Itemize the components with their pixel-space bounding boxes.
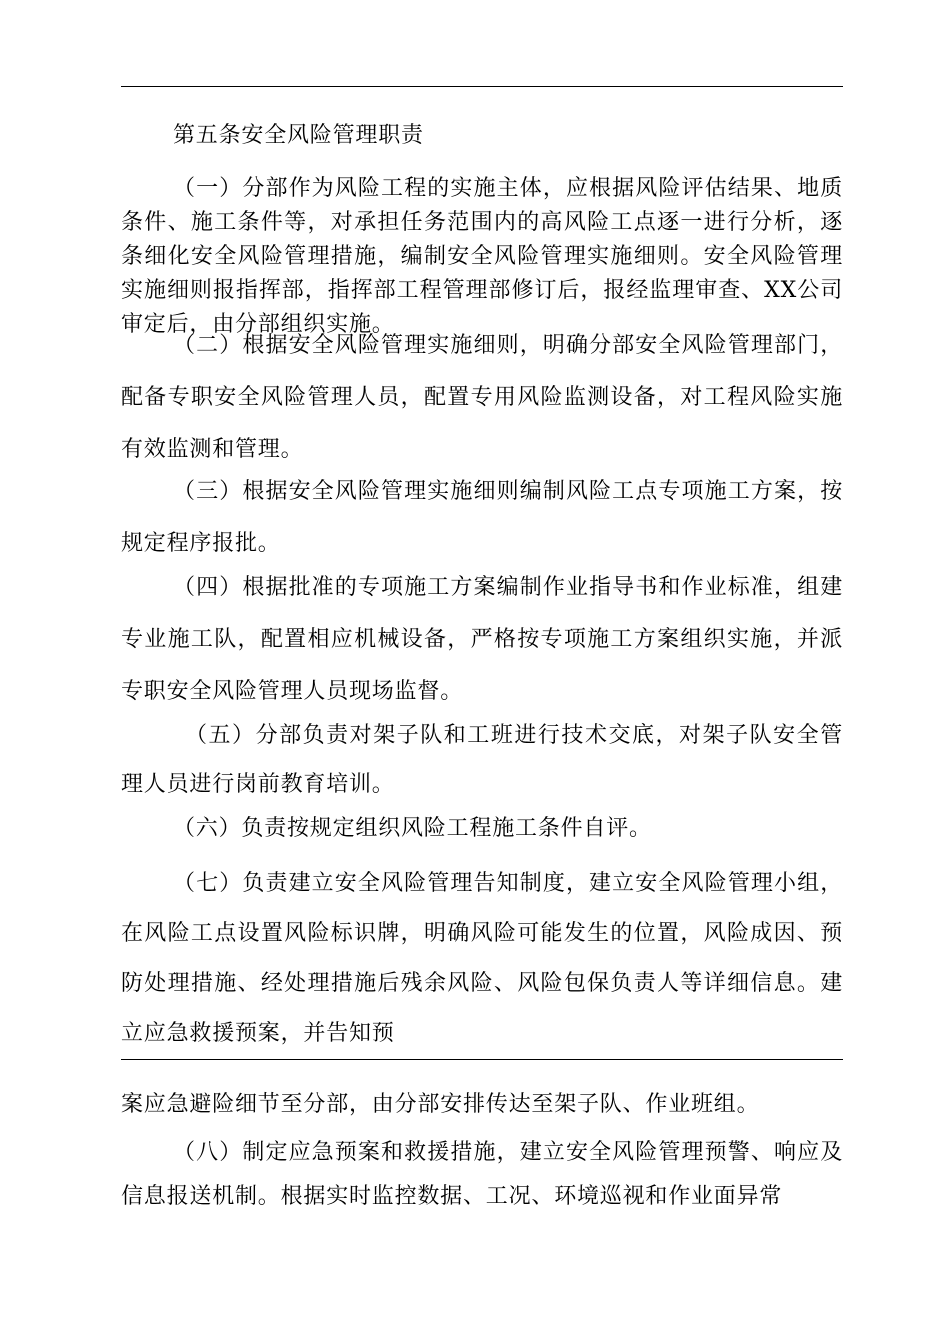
paragraph-2: （二）根据安全风险管理实施细则，明确分部安全风险管理部门，配备专职安全风险管理人员，配置专用风险监测设备，对工程风险实施有效监测和管理。 — [121, 333, 843, 462]
paragraph-3: （三）根据安全风险管理实施细则编制风险工点专项施工方案，按规定程序报批。 — [121, 479, 843, 556]
paragraph-7-continued: 案应急避险细节至分部，由分部安排传达至架子队、作业班组。 — [121, 1092, 760, 1117]
page-break-rule — [121, 1059, 843, 1060]
paragraph-1: （一）分部作为风险工程的实施主体，应根据风险评估结果、地质条件、施工条件等，对承担任务范围内的高风险工点逐一进行分析，逐条细化安全风险管理措施，编制安全风险管理实施细则。安全风险管理实施细则报指挥部，指挥部工程管理部修订后，报经监理审查、XX公司审定后，由分部组织实施。 — [121, 176, 843, 337]
paragraph-5: （五）分部负责对架子队和工班进行技术交底，对架子队安全管理人员进行岗前教育培训。 — [121, 723, 843, 797]
paragraph-7: （七）负责建立安全风险管理告知制度，建立安全风险管理小组，在风险工点设置风险标识牌，明确风险可能发生的位置，风险成因、预防处理措施、经处理措施后残余风险、风险包保负责人等详细信息。建立应急救援预案，并告知预 — [121, 871, 843, 1046]
paragraph-6: （六）负责按规定组织风险工程施工条件自评。 — [173, 816, 652, 841]
section-title: 第五条安全风险管理职责 — [173, 123, 424, 148]
paragraph-4: （四）根据批准的专项施工方案编制作业指导书和作业标准，组建专业施工队，配置相应机械设备，严格按专项施工方案组织实施，并派专职安全风险管理人员现场监督。 — [121, 575, 843, 704]
top-rule — [121, 86, 843, 87]
paragraph-8: （八）制定应急预案和救援措施，建立安全风险管理预警、响应及信息报送机制。根据实时监控数据、工况、环境巡视和作业面异常 — [121, 1140, 843, 1209]
